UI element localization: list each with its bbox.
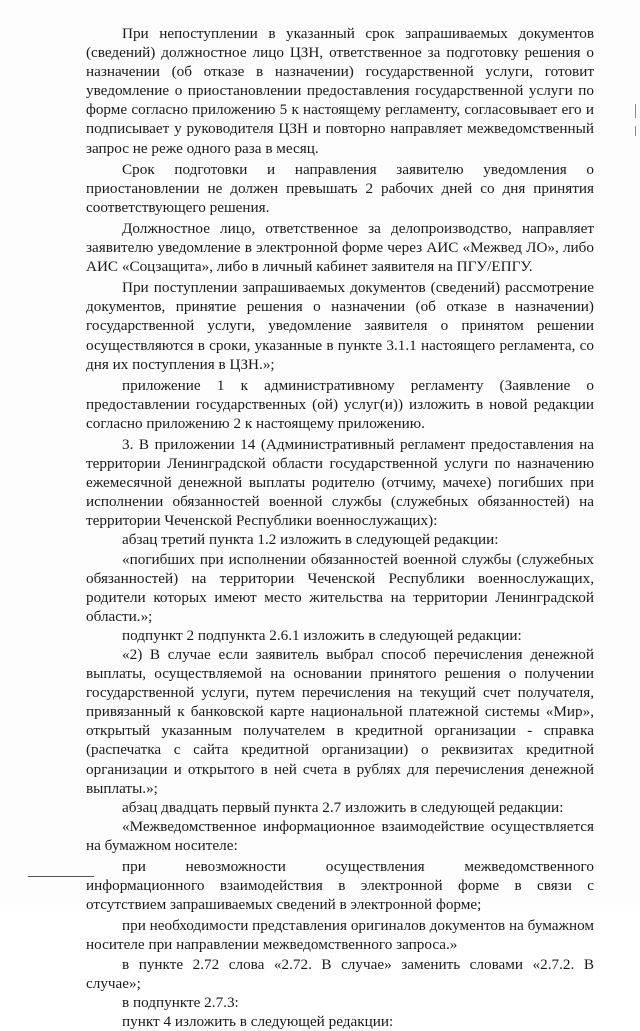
paragraph: подпункт 2 подпункта 2.6.1 изложить в следующей редакции: bbox=[122, 626, 522, 644]
document-body bbox=[86, 24, 594, 1031]
paragraph: «Межведомственное информационное взаимодействие осуществляется на бумажном носителе: bbox=[86, 817, 594, 854]
paragraph: При поступлении запрашиваемых документов (сведений) рассмотрение документов, принятие решения о назначении (об отказе в назначении) государственной услуги, уведомление заявителя о принятом решении осуществляются в сроки, указанные в пункте 3.1.1 настоящего регламента, со дня их поступления в ЦЗН.»; bbox=[86, 279, 594, 373]
paragraph: При непоступлении в указанный срок запрашиваемых документов (сведений) должностное лицо ЦЗН, ответственное за подготовку решения о назначении (об отказе в назначении) государственной услуги, готовит уведомление о приостановлении предоставления государственной услуги по форме согласно приложению 5 к настоящему регламенту, согласовывает его и подписывает у руководителя ЦЗН и повторно направляет межведомственный запрос не реже одного раза в месяц. bbox=[86, 25, 594, 157]
paragraph: пункт 4 изложить в следующей редакции: bbox=[122, 1012, 394, 1030]
paragraph: 3. В приложении 14 (Административный регламент предоставления на территории Ленинградской области государственной услуги по назначению ежемесячной денежной выплаты родителю (отчиму, мачехе) погибших при исполнении обязанностей военной службы (служебных обязанностей) на территории Чеченской Республики военнослужащих): bbox=[86, 435, 594, 530]
paragraph: Должностное лицо, ответственное за делопроизводство, направляет заявителю уведомление в электронной форме через АИС «Межвед ЛО», либо АИС «Соцзащита», либо в личный кабинет заявителя на ПГУ/ЕПГУ. bbox=[86, 219, 594, 276]
paragraph: в пункте 2.72 слова «2.72. В случае» заменить словами «2.7.2. В случае»; bbox=[86, 955, 594, 992]
paragraph: при невозможности осуществления межведомственного информационного взаимодействия в электронной форме в связи с отсутствием запрашиваемых сведений в электронной форме; bbox=[86, 858, 594, 914]
scan-edge-mark bbox=[635, 104, 636, 118]
paragraph: абзац двадцать первый пункта 2.7 изложить в следующей редакции: bbox=[122, 798, 564, 816]
footnote-rule bbox=[28, 876, 94, 877]
scan-edge-mark bbox=[635, 126, 636, 136]
paragraph: «2) В случае если заявитель выбрал способ перечисления денежной выплаты, осуществляемой на основании принятого решения о получении государственной услуги, путем перечисления на текущий счет получателя, привязанный к банковской карте национальной платежной системы «Мир», открытый указанным получателем в кредитной организации - справка (распечатка с сайта кредитной организации) о реквизитах кредитной организации и открытого в ней счета в рублях для перечисления денежной выплаты.»; bbox=[86, 646, 594, 797]
paragraph: при необходимости представления оригиналов документов на бумажном носителе при направлении межведомственного запроса.» bbox=[86, 917, 594, 954]
paragraph: «погибших при исполнении обязанностей военной службы (служебных обязанностей) на территории Чеченской Республики военнослужащих, родители которых имеют место жительства на территории Ленинградской области.»; bbox=[86, 550, 594, 625]
paragraph: приложение 1 к административному регламенту (Заявление о предоставлении государственных (ой) услуг(и)) изложить в новой редакции согласно приложению 2 к настоящему приложению. bbox=[86, 376, 594, 432]
paragraph: абзац третий пункта 1.2 изложить в следующей редакции: bbox=[122, 531, 499, 549]
paragraph: в подпункте 2.7.3: bbox=[122, 993, 239, 1011]
paragraph: Срок подготовки и направления заявителю уведомления о приостановлении не должен превышать 2 рабочих дней со дня принятия соответствующего решения. bbox=[86, 160, 594, 216]
